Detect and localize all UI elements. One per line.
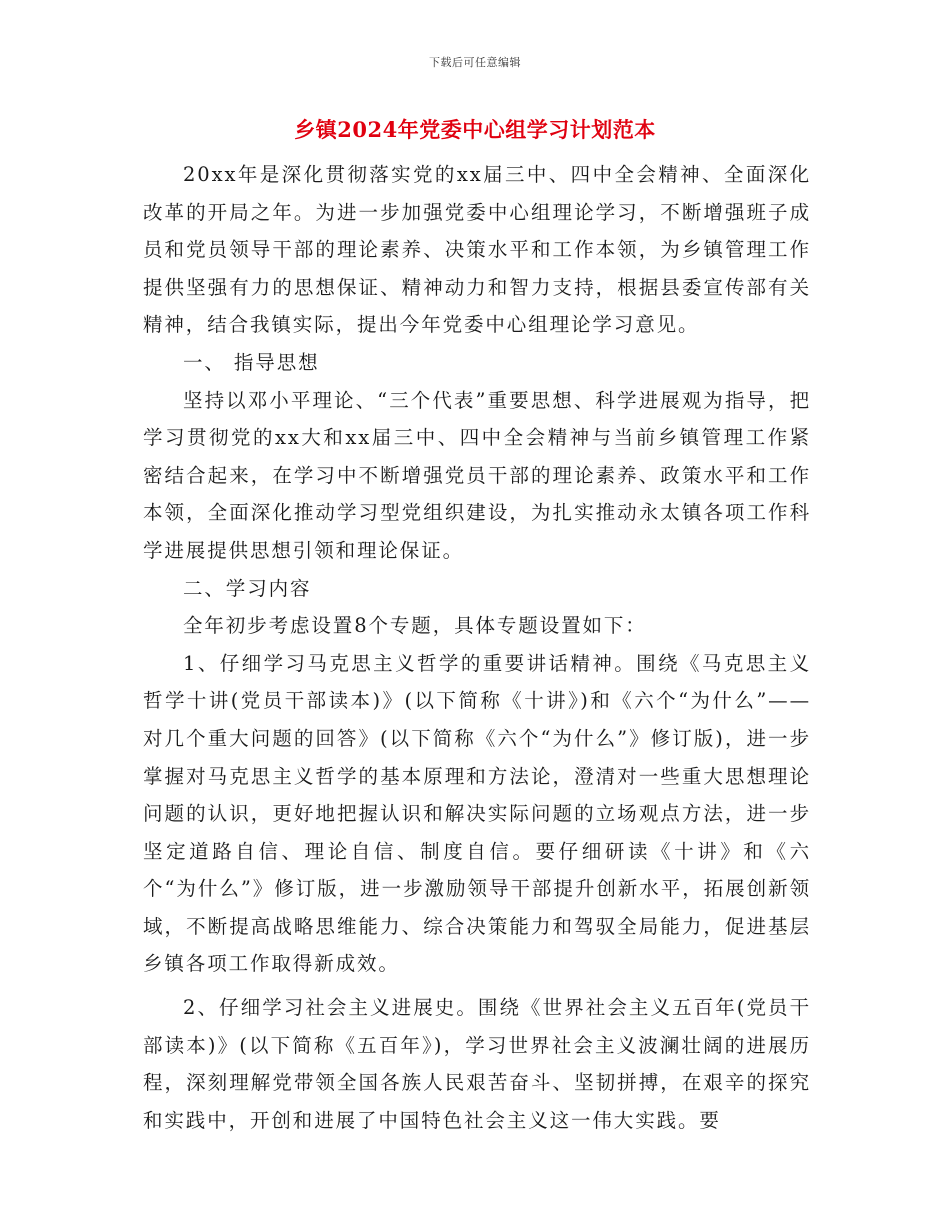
section-2-heading: 二、学习内容 (183, 576, 312, 600)
intro-paragraph: 20xx年是深化贯彻落实党的xx届三中、四中全会精神、全面深化改革的开局之年。为进一步加强党委中心组理论学习，不断增强班子成员和党员领导干部的理论素养、决策水平和工作本领，为乡镇管理工作提供坚强有力的思想保证、精神动力和智力支持，根据县委宣传部有关精神，结合我镇实际，提出今年党委中心组理论学习意见。 (143, 163, 811, 337)
item-2-paragraph: 2、仔细学习社会主义进展史。围绕《世界社会主义五百年(党员干部读本)》(以下简称《五百年》)，学习世界社会主义波澜壮阔的进展历程，深刻理解党带领全国各族人民艰苦奋斗、坚韧拼搏，在艰辛的探究和实践中，开创和进展了中国特色社会主义这一伟大实践。要 (143, 996, 811, 1132)
document-body (143, 156, 811, 1139)
section-1-heading: 一、 指导思想 (183, 350, 320, 374)
item-1-paragraph: 1、仔细学习马克思主义哲学的重要讲话精神。围绕《马克思主义哲学十讲(党员干部读本)》(以下简称《十讲》)和《六个“为什么”——对几个重大问题的回答》(以下简称《六个“为什么”》修订版)，进一步掌握对马克思主义哲学的基本原理和方法论，澄清对一些重大思想理论问题的认识，更好地把握认识和解决实际问题的立场观点方法，进一步坚定道路自信、理论自信、制度自信。要仔细研读《十讲》和《六个“为什么”》修订版，进一步激励领导干部提升创新水平，拓展创新领域，不断提高战略思维能力、综合决策能力和驾驭全局能力，促进基层乡镇各项工作取得新成效。 (143, 651, 811, 976)
section-2-intro: 全年初步考虑设置8个专题，具体专题设置如下： (183, 614, 647, 638)
document-title: 乡镇2024年党委中心组学习计划范本 (294, 117, 656, 142)
header-note: 下载后可任意编辑 (429, 56, 521, 69)
section-1-paragraph: 坚持以邓小平理论、“三个代表”重要思想、科学进展观为指导，把学习贯彻党的xx大和xx届三中、四中全会精神与当前乡镇管理工作紧密结合起来，在学习中不断增强党员干部的理论素养、政策水平和工作本领，全面深化推动学习型党组织建设，为扎实推动永太镇各项工作科学进展提供思想引领和理论保证。 (143, 388, 811, 562)
